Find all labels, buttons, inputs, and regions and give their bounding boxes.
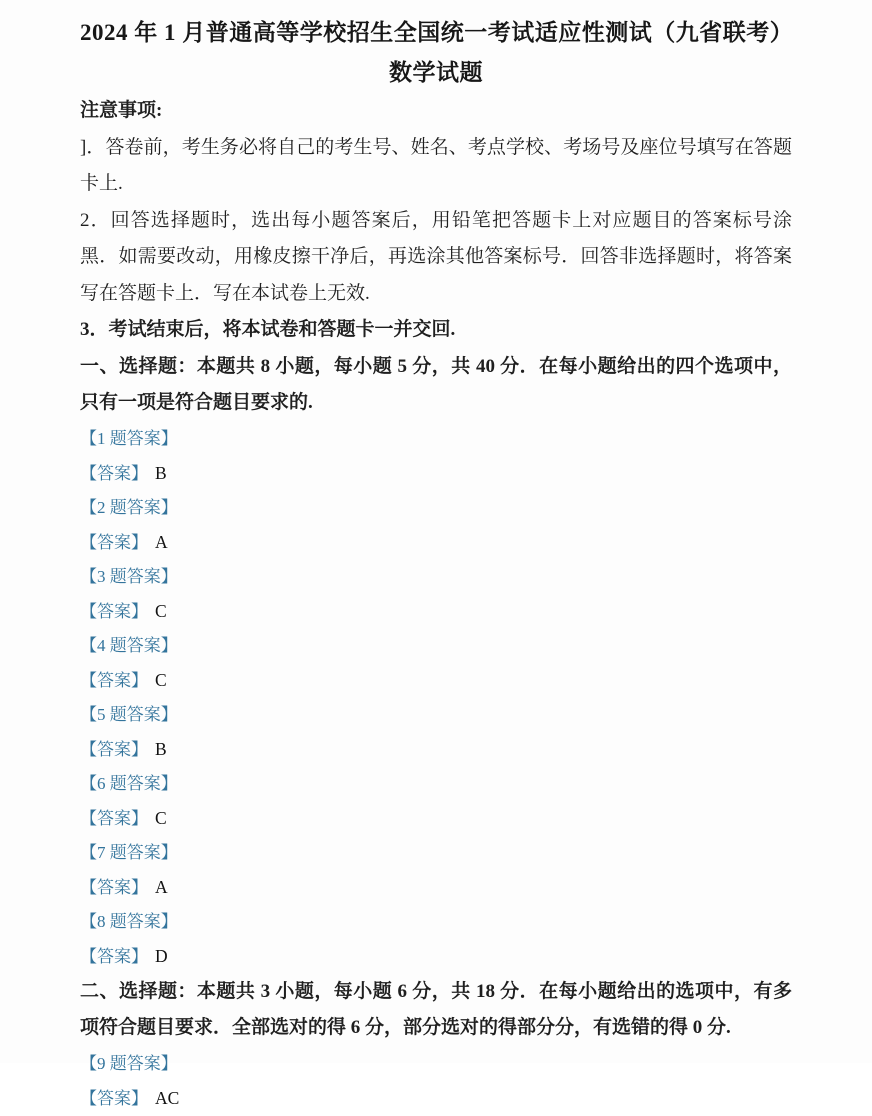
answer-line — [80, 560, 792, 594]
answer-label: 【答案】 — [80, 670, 148, 690]
question-4-answer-link[interactable]: 【4 题答案】 — [80, 635, 178, 655]
answer-value: AC — [155, 1087, 180, 1108]
answer-line — [80, 525, 792, 560]
question-9-answer-link[interactable]: 【9 题答案】 — [80, 1053, 178, 1073]
answer-label: 【答案】 — [80, 877, 148, 897]
question-8-answer-link[interactable]: 【8 题答案】 — [80, 911, 178, 931]
answer-line — [80, 629, 792, 663]
answer-line — [80, 1081, 792, 1116]
answer-value: B — [155, 462, 167, 483]
answer-line — [80, 905, 792, 939]
document-subtitle: 数学试题 — [389, 60, 483, 85]
question-6-answer-link[interactable]: 【6 题答案】 — [80, 773, 178, 793]
notice-item-3: 3．考试结束后，将本试卷和答题卡一并交回. — [80, 319, 456, 340]
answer-value: C — [155, 600, 167, 621]
question-2-answer-link[interactable]: 【2 题答案】 — [80, 497, 178, 517]
section-1-heading: 一、选择题：本题共 8 小题，每小题 5 分，共 40 分．在每小题给出的四个选项中，只有一项是符合题目要求的. — [80, 355, 792, 413]
answer-label: 【答案】 — [80, 463, 148, 483]
answer-label: 【答案】 — [80, 532, 148, 552]
answer-value: B — [155, 738, 167, 759]
answer-line — [80, 422, 792, 456]
question-7-answer-link[interactable]: 【7 题答案】 — [80, 842, 178, 862]
answer-value: A — [155, 876, 168, 897]
answer-line — [80, 732, 792, 767]
answer-line — [80, 939, 792, 974]
answer-line — [80, 698, 792, 732]
question-5-answer-link[interactable]: 【5 题答案】 — [80, 704, 178, 724]
notice-item-2: 2．回答选择题时，选出每小题答案后，用铅笔把答题卡上对应题目的答案标号涂黑．如需要改动，用橡皮擦干净后，再选涂其他答案标号．回答非选择题时，将答案写在答题卡上．写在本试卷上无效. — [80, 209, 792, 304]
answer-label: 【答案】 — [80, 1088, 148, 1108]
answer-line — [80, 836, 792, 870]
answer-line — [80, 663, 792, 698]
answer-label: 【答案】 — [80, 946, 148, 966]
answer-line — [80, 594, 792, 629]
answer-line — [80, 801, 792, 836]
answer-line — [80, 1047, 792, 1081]
answer-line — [80, 456, 792, 491]
question-3-answer-link[interactable]: 【3 题答案】 — [80, 566, 178, 586]
section-2-heading: 二、选择题：本题共 3 小题，每小题 6 分，共 18 分．在每小题给出的选项中，有多项符合题目要求．全部选对的得 6 分，部分选对的得部分分，有选错的得 0 分. — [80, 980, 792, 1038]
answer-value: A — [155, 531, 168, 552]
answer-line — [80, 491, 792, 525]
answer-value: C — [155, 807, 167, 828]
answer-value: D — [155, 945, 168, 966]
answer-label: 【答案】 — [80, 808, 148, 828]
answer-line — [80, 767, 792, 801]
answer-line — [80, 870, 792, 905]
answer-label: 【答案】 — [80, 601, 148, 621]
question-1-answer-link[interactable]: 【1 题答案】 — [80, 428, 178, 448]
answer-label: 【答案】 — [80, 739, 148, 759]
document-title: 2024 年 1 月普通高等学校招生全国统一考试适应性测试（九省联考） — [80, 20, 794, 45]
notice-item-1: ]．答卷前，考生务必将自己的考生号、姓名、考点学校、考场号及座位号填写在答题卡上. — [80, 136, 792, 194]
notice-heading: 注意事项: — [80, 100, 163, 121]
answer-value: C — [155, 669, 167, 690]
